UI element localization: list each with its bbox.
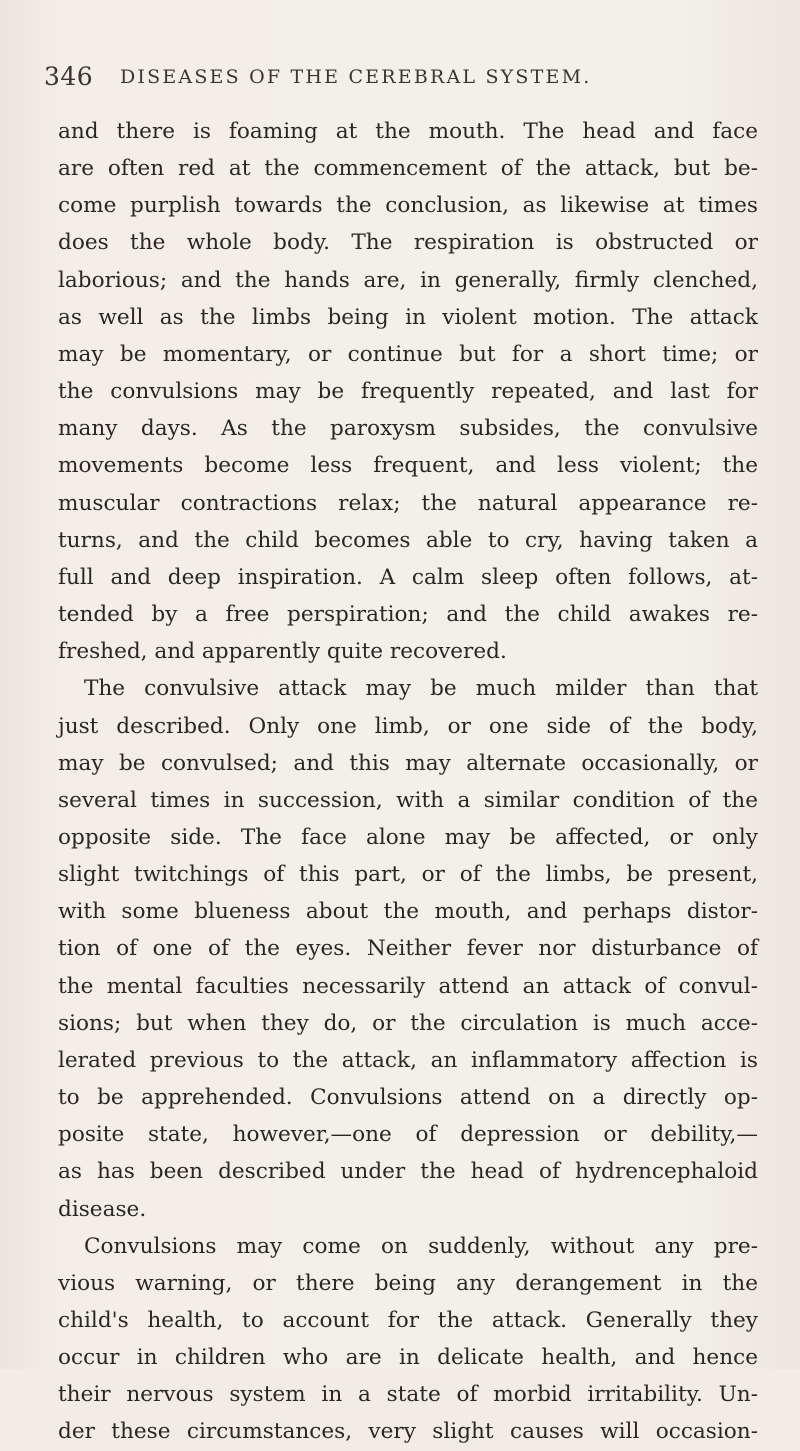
text-line: the mental faculties necessarily attend an attack of convul- xyxy=(58,973,758,999)
text-line: vious warning, or there being any derangement in the xyxy=(58,1270,758,1296)
text-line: The convulsive attack may be much milder than that xyxy=(84,676,758,702)
text-line: occur in children who are in delicate health, and hence xyxy=(58,1345,758,1371)
page-header xyxy=(44,62,756,98)
text-line: tion of one of the eyes. Neither fever nor disturbance of xyxy=(58,936,758,962)
text-line: movements become less frequent, and less violent; the xyxy=(58,453,758,479)
text-line: may be convulsed; and this may alternate occasionally, or xyxy=(58,750,758,776)
text-line: and there is foaming at the mouth. The head and face xyxy=(58,119,758,144)
running-head: DISEASES OF THE CEREBRAL SYSTEM. xyxy=(120,66,592,88)
text-line: many days. As the paroxysm subsides, the convulsive xyxy=(58,416,758,442)
text-line: come purplish towards the conclusion, as likewise at times xyxy=(58,193,758,219)
text-line: does the whole body. The respiration is obstructed or xyxy=(58,230,758,256)
text-line: laborious; and the hands are, in generally, firmly clenched, xyxy=(58,267,758,293)
text-line: are often red at the commencement of the attack, but be- xyxy=(58,156,758,182)
text-line: tended by a free perspiration; and the child awakes re- xyxy=(58,602,758,628)
text-line: turns, and the child becomes able to cry, having taken a xyxy=(58,527,758,553)
text-line: freshed, and apparently quite recovered. xyxy=(58,639,507,665)
text-line: may be momentary, or continue but for a short time; or xyxy=(58,341,758,367)
paragraph xyxy=(58,670,758,1227)
paragraph xyxy=(58,1228,758,1451)
text-line: full and deep inspiration. A calm sleep often follows, at- xyxy=(58,564,758,590)
text-line: muscular contractions relax; the natural appearance re- xyxy=(58,490,758,516)
text-line: lerated previous to the attack, an inflammatory affection is xyxy=(58,1047,758,1073)
text-line: child's health, to account for the attack. Generally they xyxy=(58,1308,758,1333)
text-line: just described. Only one limb, or one side of the body, xyxy=(58,713,758,739)
text-line: several times in succession, with a similar condition of the xyxy=(58,787,758,813)
text-line: their nervous system in a state of morbid irritability. Un- xyxy=(58,1382,758,1408)
text-line: opposite side. The face alone may be affected, or only xyxy=(58,824,758,850)
text-line: sions; but when they do, or the circulation is much acce- xyxy=(58,1010,758,1036)
text-line: as has been described under the head of hydrencephaloid xyxy=(58,1159,758,1185)
text-line: Convulsions may come on suddenly, without any pre- xyxy=(84,1233,758,1259)
text-line: slight twitchings of this part, or of the limbs, be present, xyxy=(58,862,758,888)
text-line: disease. xyxy=(58,1196,147,1222)
text-line: posite state, however,—one of depression or debility,— xyxy=(58,1122,758,1148)
text-line: der these circumstances, very slight causes will occasion- xyxy=(58,1419,758,1445)
paragraph xyxy=(58,113,758,670)
page-number: 346 xyxy=(44,62,94,91)
text-line: the convulsions may be frequently repeated, and last for xyxy=(58,379,758,405)
text-line: as well as the limbs being in violent motion. The attack xyxy=(58,304,758,330)
text-line: to be apprehended. Convulsions attend on a directly op- xyxy=(58,1085,758,1111)
text-line: with some blueness about the mouth, and perhaps distor- xyxy=(58,899,758,925)
body-text xyxy=(58,113,758,1451)
